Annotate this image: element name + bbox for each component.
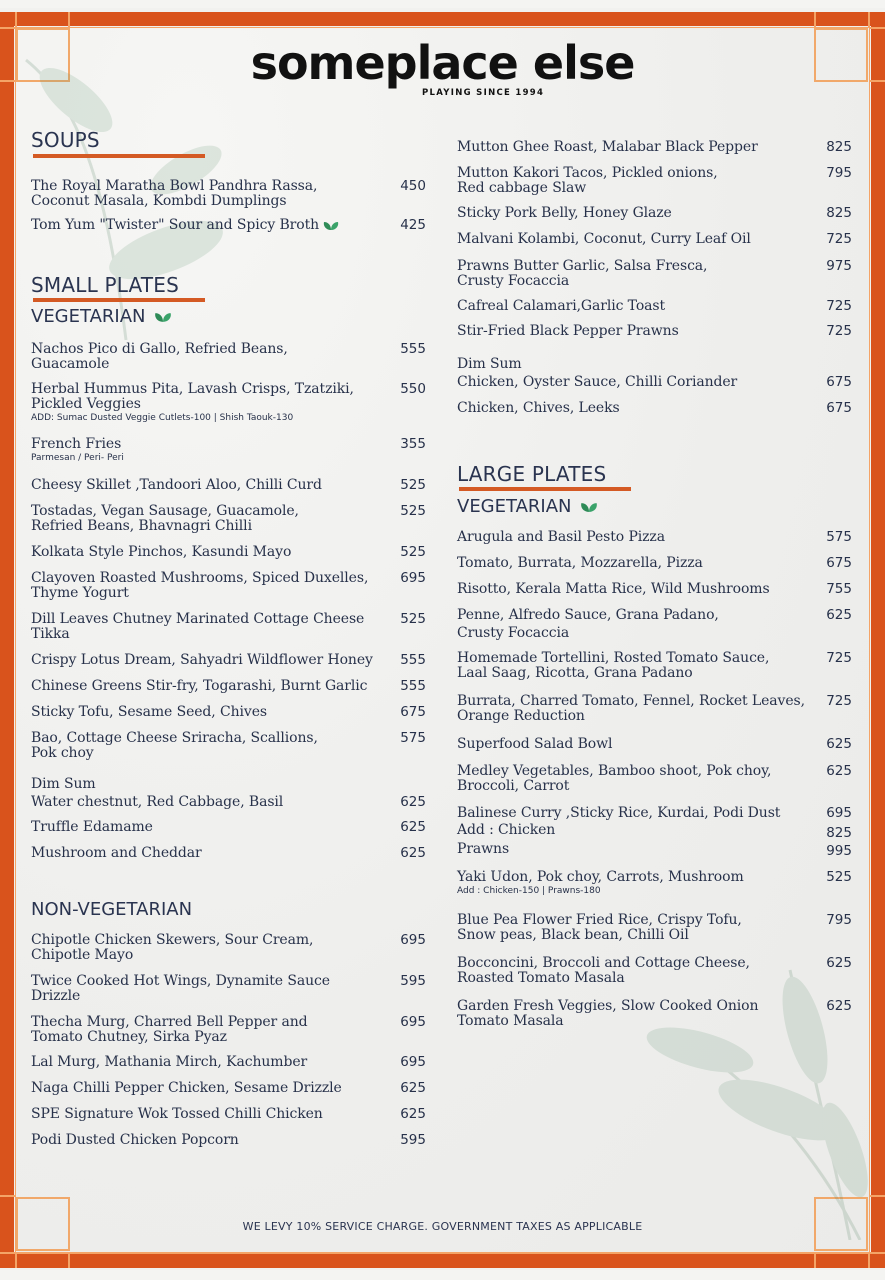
item-price: 595 [400, 1132, 426, 1148]
item-price: 525 [400, 544, 426, 560]
item-price: 550 [400, 381, 426, 397]
veg-leaf-icon [580, 501, 598, 513]
menu-item: Medley Vegetables, Bamboo shoot, Pok choy, Broccoli, Carrot 625 [457, 763, 852, 794]
section-heading-small-plates: SMALL PLATES [31, 273, 180, 297]
border-tick [814, 1252, 816, 1268]
menu-item: Sticky Pork Belly, Honey Glaze 825 [457, 205, 852, 221]
item-price: 695 [400, 932, 426, 948]
menu-item: Bocconcini, Broccoli and Cottage Cheese, Roasted Tomato Masala 625 [457, 955, 852, 986]
menu-item: The Royal Maratha Bowl Pandhra Rassa, Coconut Masala, Kombdi Dumplings 450 [31, 178, 426, 209]
menu-item: Superfood Salad Bowl 625 [457, 736, 852, 752]
addon-prawns-price: 995 [826, 843, 852, 859]
menu-item: Chinese Greens Stir-fry, Togarashi, Burnt Garlic 555 [31, 678, 426, 694]
item-price: 525 [400, 611, 426, 627]
item-price: 355 [400, 436, 426, 452]
subheading-vegetarian: VEGETARIAN [457, 496, 598, 518]
item-price: 795 [826, 165, 852, 181]
section-heading-soups: SOUPS [31, 128, 100, 152]
item-price: 625 [826, 955, 852, 971]
item-price: 795 [826, 912, 852, 928]
item-price: 625 [400, 1080, 426, 1096]
menu-item: Risotto, Kerala Matta Rice, Wild Mushrooms 755 [457, 581, 852, 597]
menu-item: Mutton Ghee Roast, Malabar Black Pepper 825 [457, 139, 852, 155]
addon-prawns: Prawns [457, 841, 510, 857]
border-tick [814, 12, 816, 28]
menu-item: SPE Signature Wok Tossed Chilli Chicken 625 [31, 1106, 426, 1122]
menu-item: Twice Cooked Hot Wings, Dynamite Sauce Drizzle 595 [31, 973, 426, 1004]
item-price: 725 [826, 231, 852, 247]
service-charge-footer: WE LEVY 10% SERVICE CHARGE. GOVERNMENT TAXES AS APPLICABLE [242, 1220, 643, 1233]
restaurant-logo [0, 36, 885, 98]
item-price: 625 [826, 998, 852, 1014]
menu-item: Prawns Butter Garlic, Salsa Fresca, Crusty Focaccia 975 [457, 258, 852, 289]
item-price: 595 [400, 973, 426, 989]
subheading-vegetarian: VEGETARIAN [31, 306, 172, 328]
menu-item: Naga Chilli Pepper Chicken, Sesame Drizzle 625 [31, 1080, 426, 1096]
item-price: 725 [826, 650, 852, 666]
menu-item: Blue Pea Flower Fried Rice, Crispy Tofu, Snow peas, Black bean, Chilli Oil 795 [457, 912, 852, 943]
item-price: 695 [400, 1014, 426, 1030]
menu-item: Truffle Edamame 625 [31, 819, 426, 835]
item-price: 525 [400, 503, 426, 519]
menu-item: Tostadas, Vegan Sausage, Guacamole, Refried Beans, Bhavnagri Chilli 525 [31, 503, 426, 534]
border-tick [0, 1195, 16, 1197]
item-price: 675 [826, 555, 852, 571]
item-price: 625 [400, 819, 426, 835]
border-tick [68, 12, 70, 28]
menu-item: Malvani Kolambi, Coconut, Curry Leaf Oil 725 [457, 231, 852, 247]
menu-item: Dim Sum Water chestnut, Red Cabbage, Basil 625 [31, 776, 426, 810]
item-price: 450 [400, 178, 426, 194]
item-price: 555 [400, 678, 426, 694]
item-price: 725 [826, 693, 852, 709]
item-price: 625 [826, 736, 852, 752]
heading-underline [459, 487, 631, 491]
menu-item: Dim Sum Chicken, Oyster Sauce, Chilli Coriander 675 [457, 356, 852, 390]
item-addon-note: Add : Chicken-150 | Prawns-180 [457, 886, 601, 896]
item-price: 755 [826, 581, 852, 597]
item-price: 825 [826, 205, 852, 221]
menu-item: Chicken, Chives, Leeks 675 [457, 400, 852, 416]
border-tick [68, 1252, 70, 1268]
menu-item: Nachos Pico di Gallo, Refried Beans, Guacamole 555 [31, 341, 426, 372]
section-heading-large-plates: LARGE PLATES [457, 462, 607, 486]
menu-item: Podi Dusted Chicken Popcorn 595 [31, 1132, 426, 1148]
menu-item: Lal Murg, Mathania Mirch, Kachumber 695 [31, 1054, 426, 1070]
border-tick [869, 1195, 885, 1197]
menu-item: Crispy Lotus Dream, Sahyadri Wildflower Honey 555 [31, 652, 426, 668]
item-price: 675 [400, 704, 426, 720]
item-price: 575 [826, 529, 852, 545]
item-price: 695 [400, 1054, 426, 1070]
item-addon-note: ADD: Sumac Dusted Veggie Cutlets-100 | Shish Taouk-130 [31, 413, 294, 423]
menu-item: Herbal Hummus Pita, Lavash Crisps, Tzatziki, Pickled Veggies ADD: Sumac Dusted Veggie Cutlets-100 | Shish Taouk-130 550 [31, 382, 431, 425]
item-price: 425 [400, 217, 426, 233]
menu-item: Homemade Tortellini, Rosted Tomato Sauce, Laal Saag, Ricotta, Grana Padano 725 [457, 650, 852, 681]
logo-wordmark: someplace else [250, 36, 635, 90]
menu-item: Yaki Udon, Pok choy, Carrots, Mushroom Add : Chicken-150 | Prawns-180 525 [457, 870, 857, 898]
subheading-non-vegetarian: NON-VEGETARIAN [31, 899, 193, 920]
menu-item: Penne, Alfredo Sauce, Grana Padano, Crusty Focaccia 625 [457, 607, 852, 641]
item-price: 725 [826, 323, 852, 339]
menu-item: Cafreal Calamari,Garlic Toast 725 [457, 298, 852, 314]
item-price: 575 [400, 730, 426, 746]
menu-item: Sticky Tofu, Sesame Seed, Chives 675 [31, 704, 426, 720]
menu-item: Dill Leaves Chutney Marinated Cottage Cheese Tikka 525 [31, 611, 426, 642]
item-price: 625 [400, 794, 426, 810]
item-price: 695 [826, 805, 852, 821]
item-price: 555 [400, 652, 426, 668]
border-inner-line-bottom [0, 1252, 885, 1254]
menu-item: Garden Fresh Veggies, Slow Cooked Onion Tomato Masala 625 [457, 998, 852, 1029]
item-price: 675 [826, 400, 852, 416]
menu-item: Tom Yum "Twister" Sour and Spicy Broth 425 [31, 217, 426, 233]
item-price: 525 [826, 869, 852, 885]
menu-item: Burrata, Charred Tomato, Fennel, Rocket Leaves, Orange Reduction 725 [457, 693, 852, 724]
menu-item: Tomato, Burrata, Mozzarella, Pizza 675 [457, 555, 852, 571]
menu-item: Balinese Curry ,Sticky Rice, Kurdai, Podi Dust 695 Add : Chicken 825 Prawns 995 [457, 805, 852, 859]
item-price: 675 [826, 374, 852, 390]
menu-item: Kolkata Style Pinchos, Kasundi Mayo 525 [31, 544, 426, 560]
item-price: 975 [826, 258, 852, 274]
item-price: 625 [826, 607, 852, 623]
item-price: 525 [400, 477, 426, 493]
veg-leaf-icon [154, 311, 172, 323]
item-price: 825 [826, 139, 852, 155]
menu-item: Mushroom and Cheddar 625 [31, 845, 426, 861]
item-note: Parmesan / Peri- Peri [31, 453, 124, 463]
heading-underline [33, 298, 205, 302]
heading-underline [33, 154, 205, 158]
menu-item: Chipotle Chicken Skewers, Sour Cream, Chipotle Mayo 695 [31, 932, 426, 963]
item-price: 555 [400, 341, 426, 357]
addon-chicken-price: 825 [826, 825, 852, 841]
veg-leaf-icon [323, 220, 339, 231]
menu-item: Stir-Fried Black Pepper Prawns 725 [457, 323, 852, 339]
item-price: 625 [400, 1106, 426, 1122]
addon-chicken: Add : Chicken [457, 822, 556, 838]
menu-item: Cheesy Skillet ,Tandoori Aloo, Chilli Curd 525 [31, 477, 426, 493]
item-price: 725 [826, 298, 852, 314]
menu-item: Clayoven Roasted Mushrooms, Spiced Duxelles, Thyme Yogurt 695 [31, 570, 426, 601]
menu-item: Mutton Kakori Tacos, Pickled onions, Red cabbage Slaw 795 [457, 165, 852, 196]
menu-item: Arugula and Basil Pesto Pizza 575 [457, 529, 852, 545]
menu-item: Thecha Murg, Charred Bell Pepper and Tomato Chutney, Sirka Pyaz 695 [31, 1014, 426, 1045]
item-price: 695 [400, 570, 426, 586]
item-price: 625 [826, 763, 852, 779]
menu-item: French Fries Parmesan / Peri- Peri 355 [31, 437, 431, 465]
logo-tagline: PLAYING SINCE 1994 [422, 88, 545, 98]
menu-item: Bao, Cottage Cheese Sriracha, Scallions, Pok choy 575 [31, 730, 426, 761]
item-price: 625 [400, 845, 426, 861]
